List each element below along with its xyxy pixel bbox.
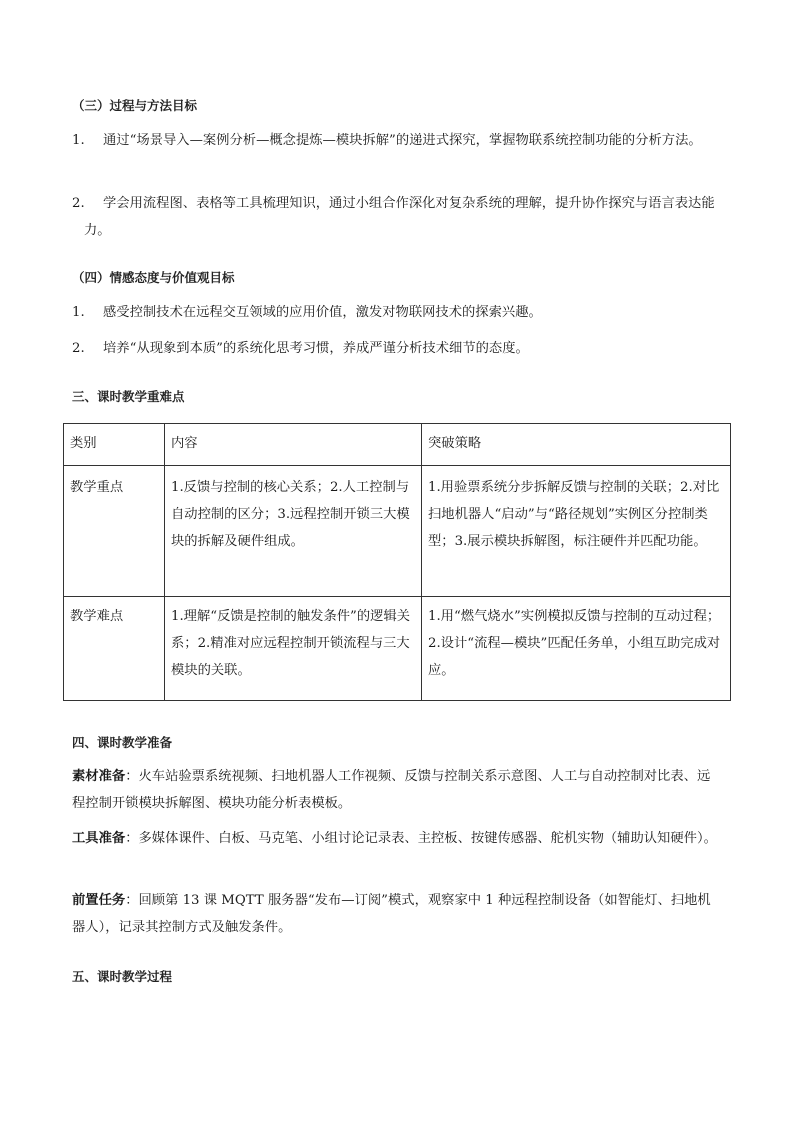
table-cell: 1.用验票系统分步拆解反馈与控制的关联；2.对比扫地机器人“启动”与“路径规划”实例区分控制类型；3.展示模块拆解图，标注硬件并匹配功能。 [422,466,731,597]
material-preparation-label: 素材准备 [72,769,126,784]
table-row [64,597,731,701]
table-row [64,466,731,597]
pre-task-label: 前置任务 [72,893,126,908]
list-number: 1. [72,133,85,148]
material-preparation-paragraph [72,763,722,817]
section-heading-values-goals: （四）情感态度与价值观目标 [72,270,235,285]
list-number: 1. [72,305,85,320]
table-cell: 1.理解“反馈是控制的触发条件”的逻辑关系；2.精准对应远程控制开锁流程与三大模块的关联。 [165,597,422,701]
tool-preparation-label: 工具准备 [72,831,126,846]
list-text: 培养“从现象到本质”的系统化思考习惯，养成严谨分析技术细节的态度。 [103,341,529,356]
list-text: 感受控制技术在远程交互领域的应用价值，激发对物联网技术的探索兴趣。 [103,305,542,320]
table-header-cell: 类别 [64,424,165,466]
list-text: 通过“场景导入—案例分析—概念提炼—模块拆解”的递进式探究，掌握物联系统控制功能的分析方法。 [103,133,702,148]
key-points-table [63,423,731,701]
list-item [72,299,722,326]
table-cell: 教学重点 [64,466,165,597]
list-number: 2. [72,196,85,211]
tool-preparation-text: ：多媒体课件、白板、马克笔、小组讨论记录表、主控板、按键传感器、舵机实物（辅助认知硬件）。 [125,831,717,846]
table-header-row [64,424,731,466]
pre-task-paragraph [72,887,722,941]
list-text: 学会用流程图、表格等工具梳理知识，通过小组合作深化对复杂系统的理解，提升协作探究与语言表达能力。 [84,196,715,238]
section-heading-key-points: 三、课时教学重难点 [72,389,185,404]
list-number: 2. [72,341,85,356]
table-header-cell: 内容 [165,424,422,466]
list-item [72,335,722,362]
list-item [72,127,722,154]
section-heading-process-goals: （三）过程与方法目标 [72,98,198,113]
section-heading-preparation: 四、课时教学准备 [72,735,173,750]
material-preparation-text: ：火车站验票系统视频、扫地机器人工作视频、反馈与控制关系示意图、人工与自动控制对比表、远程控制开锁模块拆解图、模块功能分析表模板。 [72,769,711,811]
pre-task-text: ：回顾第 13 课 MQTT 服务器“发布—订阅”模式，观察家中 1 种远程控制设备（如智能灯、扫地机器人），记录其控制方式及触发条件。 [72,893,711,935]
section-heading-teaching-process: 五、课时教学过程 [72,969,173,984]
table-cell: 1.用“燃气烧水”实例模拟反馈与控制的互动过程；2.设计“流程—模块”匹配任务单，小组互助完成对应。 [422,597,731,701]
table-header-cell: 突破策略 [422,424,731,466]
table-cell: 1.反馈与控制的核心关系；2.人工控制与自动控制的区分；3.远程控制开锁三大模块的拆解及硬件组成。 [165,466,422,597]
tool-preparation-paragraph [72,825,722,852]
table-cell: 教学难点 [64,597,165,701]
list-item [72,190,722,244]
